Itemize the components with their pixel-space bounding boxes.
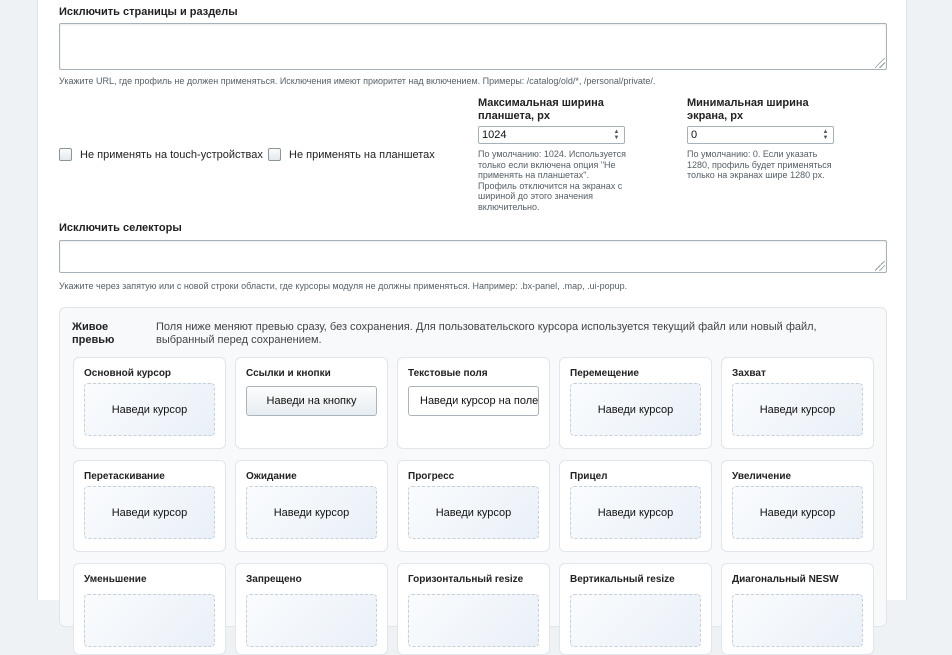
preview-card-move [559,357,712,449]
card-title: Уменьшение [84,574,147,585]
preview-card-zoom-in [721,460,874,552]
preview-card-zoom-out [73,563,226,655]
hover-target[interactable] [570,594,701,647]
touch-checkbox-row[interactable] [59,148,263,161]
preview-card-grab [721,357,874,449]
card-title: Ссылки и кнопки [246,368,331,379]
card-title: Перемещение [570,368,639,379]
card-title: Прогресс [408,471,455,482]
hover-target[interactable]: Наведи курсор [570,486,701,539]
hover-target[interactable] [84,594,215,647]
hover-target[interactable] [732,594,863,647]
preview-card-wait [235,460,388,552]
card-title: Текстовые поля [408,368,488,379]
card-title: Основной курсор [84,368,172,379]
min-width-input[interactable]: 0 ▲ ▼ [687,126,834,144]
card-title: Прицел [570,471,608,482]
tablet-width-input[interactable]: 1024 ▲ ▼ [478,126,625,144]
preview-card-text [397,357,550,449]
live-preview-title: Живое превью [72,321,115,346]
preview-card-nesw-resize [721,563,874,655]
hover-text-field[interactable]: Наведи курсор на поле [408,386,539,416]
exclude-pages-hint: Укажите URL, где профиль не должен применяться. Исключения имеют приоритет над включением. Примеры: /catalog/old/*, /personal/private/. [59,76,656,86]
tablet-width-label: Максимальная ширина планшета, px [478,97,604,122]
hover-target[interactable]: Наведи курсор [732,486,863,539]
preview-card-not-allowed [235,563,388,655]
hover-target[interactable]: Наведи курсор [408,486,539,539]
preview-card-crosshair [559,460,712,552]
touch-checkbox[interactable] [59,148,72,161]
min-width-hint: По умолчанию: 0. Если указать 1280, профиль будет применяться только на экранах шире 1280 px. [687,149,832,180]
card-title: Диагональный NESW [732,574,839,585]
card-title: Запрещено [246,574,302,585]
card-title: Захват [732,368,766,379]
live-preview-description: Поля ниже меняют превью сразу, без сохранения. Для пользовательского курсора используется текущий файл или новый файл, выбранный перед сохранением. [156,321,817,346]
card-title: Увеличение [732,471,792,482]
exclude-selectors-textarea[interactable] [59,240,887,273]
spinner-arrows-icon[interactable]: ▲ ▼ [822,129,829,141]
card-title: Горизонтальный resize [408,574,524,585]
preview-card-progress [397,460,550,552]
hover-target[interactable] [246,594,377,647]
preview-card-ew-resize [397,563,550,655]
exclude-selectors-hint: Укажите через запятую или с новой строки области, где курсоры модуля не должны применяться. Например: .bx-panel, .map, .ui-popup. [59,281,628,291]
hover-target[interactable]: Наведи курсор [84,486,215,539]
exclude-selectors-label: Исключить селекторы [59,222,182,234]
tablet-width-hint: По умолчанию: 1024. Используется только если включена опция "Не применять на планшетах". Профиль отключится на экранах с шириной до этого значения включительно. [478,149,627,212]
hover-target[interactable]: Наведи курсор [732,383,863,436]
hover-target[interactable] [408,594,539,647]
hover-target[interactable]: Наведи курсор [84,383,215,436]
hover-button[interactable]: Наведи на кнопку [246,386,377,416]
card-title: Перетаскивание [84,471,165,482]
min-width-label: Минимальная ширина экрана, px [687,97,809,122]
hover-target[interactable]: Наведи курсор [570,383,701,436]
tablet-checkbox-label: Не применять на планшетах [289,148,435,161]
preview-card-default [73,357,226,449]
preview-card-grabbing [73,460,226,552]
exclude-pages-label: Исключить страницы и разделы [59,6,238,18]
resize-grip-icon[interactable] [875,58,885,68]
card-title: Ожидание [246,471,297,482]
preview-card-ns-resize [559,563,712,655]
preview-card-links [235,357,388,449]
hover-target[interactable]: Наведи курсор [246,486,377,539]
card-title: Вертикальный resize [570,574,675,585]
touch-checkbox-label: Не применять на touch-устройствах [80,148,263,161]
exclude-pages-textarea[interactable] [59,23,887,70]
spinner-arrows-icon[interactable]: ▲ ▼ [613,129,620,141]
resize-grip-icon[interactable] [875,261,885,271]
tablet-checkbox-row[interactable] [268,148,435,161]
tablet-checkbox[interactable] [268,148,281,161]
